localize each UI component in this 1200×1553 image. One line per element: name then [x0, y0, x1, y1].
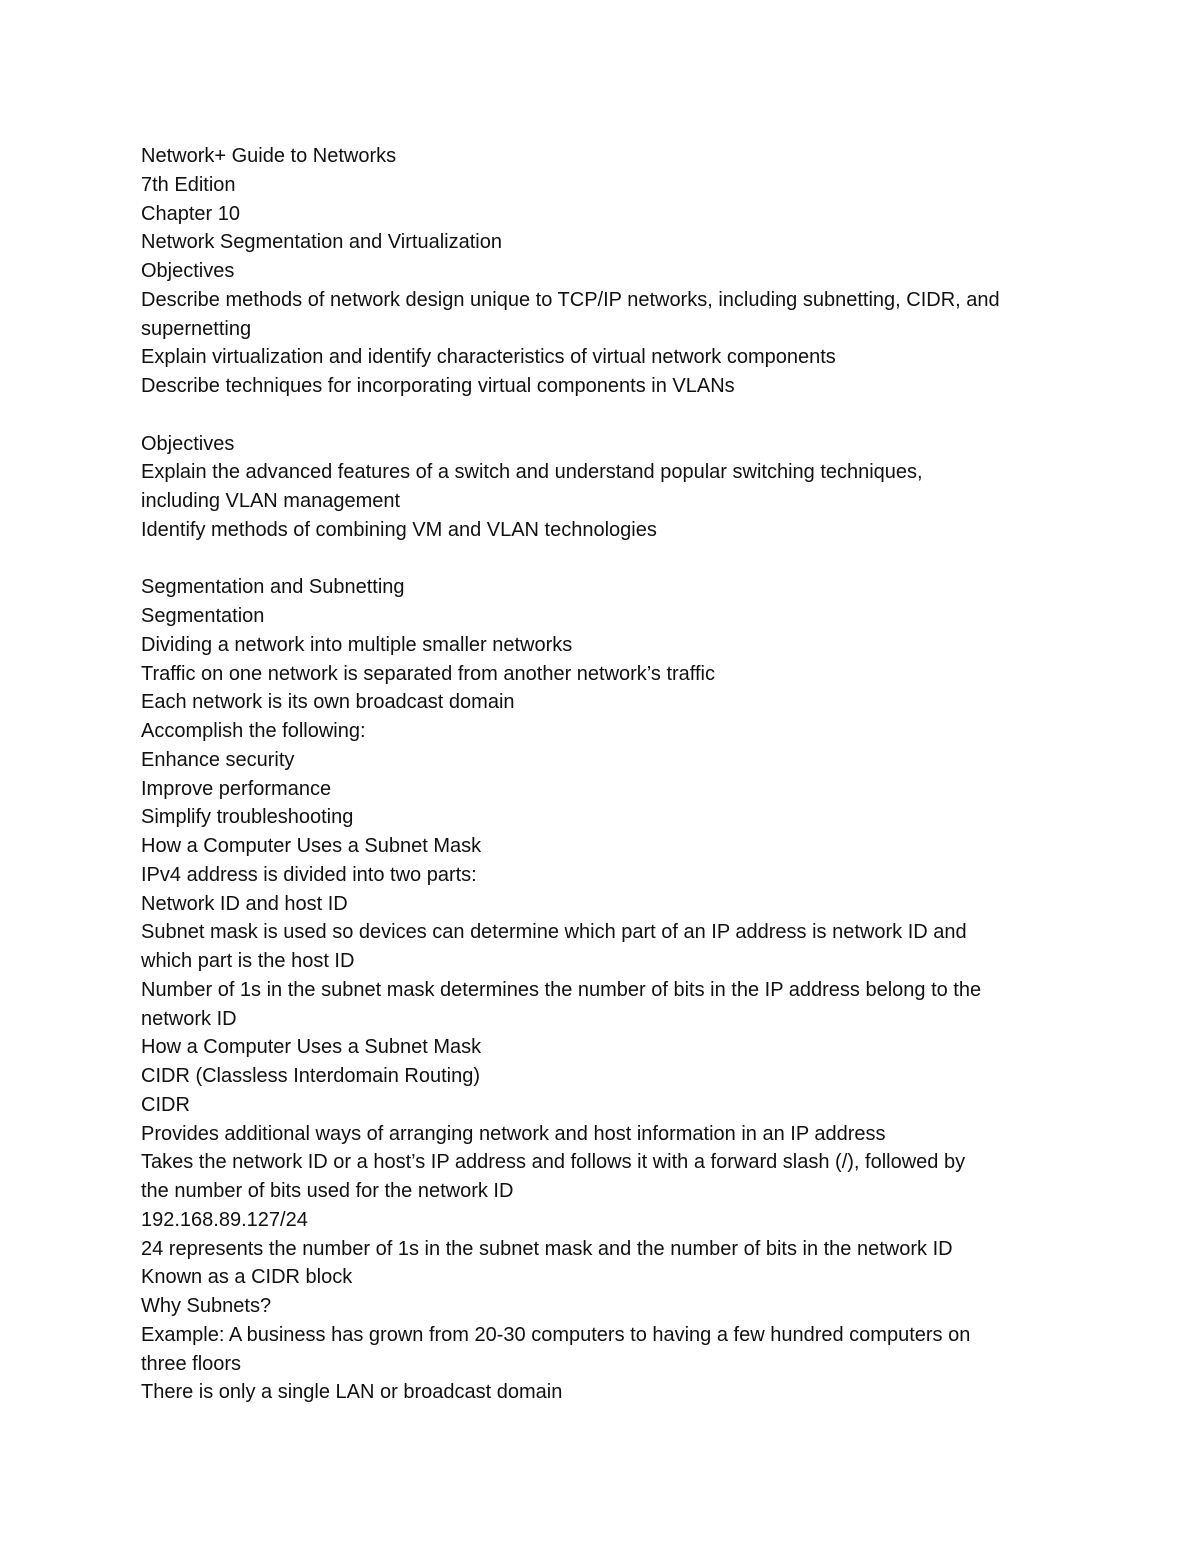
text-line: Known as a CIDR block [141, 1266, 353, 1289]
section-heading: Why Subnets? [141, 1295, 272, 1317]
text-line: Improve performance [141, 777, 332, 800]
text-line: 192.168.89.127/24 [141, 1208, 308, 1231]
chapter-title: Network Segmentation and Virtualization [141, 231, 502, 254]
text-line: 24 represents the number of 1s in the subnet mask and the number of bits in the network ID [141, 1237, 953, 1260]
section-heading: How a Computer Uses a Subnet Mask [141, 835, 482, 857]
text-line: supernetting [141, 317, 252, 340]
text-line: Describe techniques for incorporating virtual components in VLANs [141, 375, 735, 397]
text-line: Enhance security [141, 748, 295, 771]
text-line: Accomplish the following: [141, 720, 366, 742]
text-line: Example: A business has grown from 20-30 computers to having a few hundred computers on [141, 1323, 971, 1346]
text-line: network ID [141, 1007, 237, 1030]
text-line: Explain the advanced features of a switch and understand popular switching techniques, [141, 461, 923, 484]
text-line: Each network is its own broadcast domain [141, 691, 515, 714]
edition-line: 7th Edition [141, 173, 236, 196]
section-heading: Objectives [141, 260, 235, 282]
text-line: Provides additional ways of arranging network and host information in an IP address [141, 1122, 886, 1145]
text-line: three floors [141, 1352, 242, 1375]
text-line: There is only a single LAN or broadcast domain [141, 1381, 563, 1404]
text-line: the number of bits used for the network ID [141, 1180, 514, 1202]
text-line: Network ID and host ID [141, 892, 348, 915]
document-body [141, 142, 1081, 1407]
chapter-line: Chapter 10 [141, 202, 240, 225]
text-line: which part is the host ID [141, 950, 355, 972]
text-line: Traffic on one network is separated from another network’s traffic [141, 662, 715, 685]
text-line: Dividing a network into multiple smaller networks [141, 633, 573, 656]
text-line: Takes the network ID or a host’s IP address and follows it with a forward slash (/), followed by [141, 1151, 966, 1174]
section-heading: CIDR (Classless Interdomain Routing) [141, 1065, 481, 1087]
document-title: Network+ Guide to Networks [141, 145, 397, 167]
text-line: Identify methods of combining VM and VLAN technologies [141, 518, 657, 541]
blank-line [141, 545, 1081, 574]
section-heading: How a Computer Uses a Subnet Mask [141, 1036, 482, 1059]
text-line: IPv4 address is divided into two parts: [141, 863, 477, 886]
section-heading: Objectives [141, 432, 235, 455]
text-line: Subnet mask is used so devices can determine which part of an IP address is network ID and [141, 921, 967, 944]
text-line: Describe methods of network design unique to TCP/IP networks, including subnetting, CIDR, and [141, 288, 1000, 311]
text-line: CIDR [141, 1093, 190, 1116]
blank-line [141, 401, 1081, 430]
section-heading: Segmentation and Subnetting [141, 576, 405, 599]
text-line: including VLAN management [141, 490, 401, 512]
text-line: Explain virtualization and identify characteristics of virtual network components [141, 346, 836, 369]
text-line: Number of 1s in the subnet mask determines the number of bits in the IP address belong to the [141, 978, 982, 1001]
text-line: Simplify troubleshooting [141, 806, 354, 829]
text-line: Segmentation [141, 605, 265, 627]
